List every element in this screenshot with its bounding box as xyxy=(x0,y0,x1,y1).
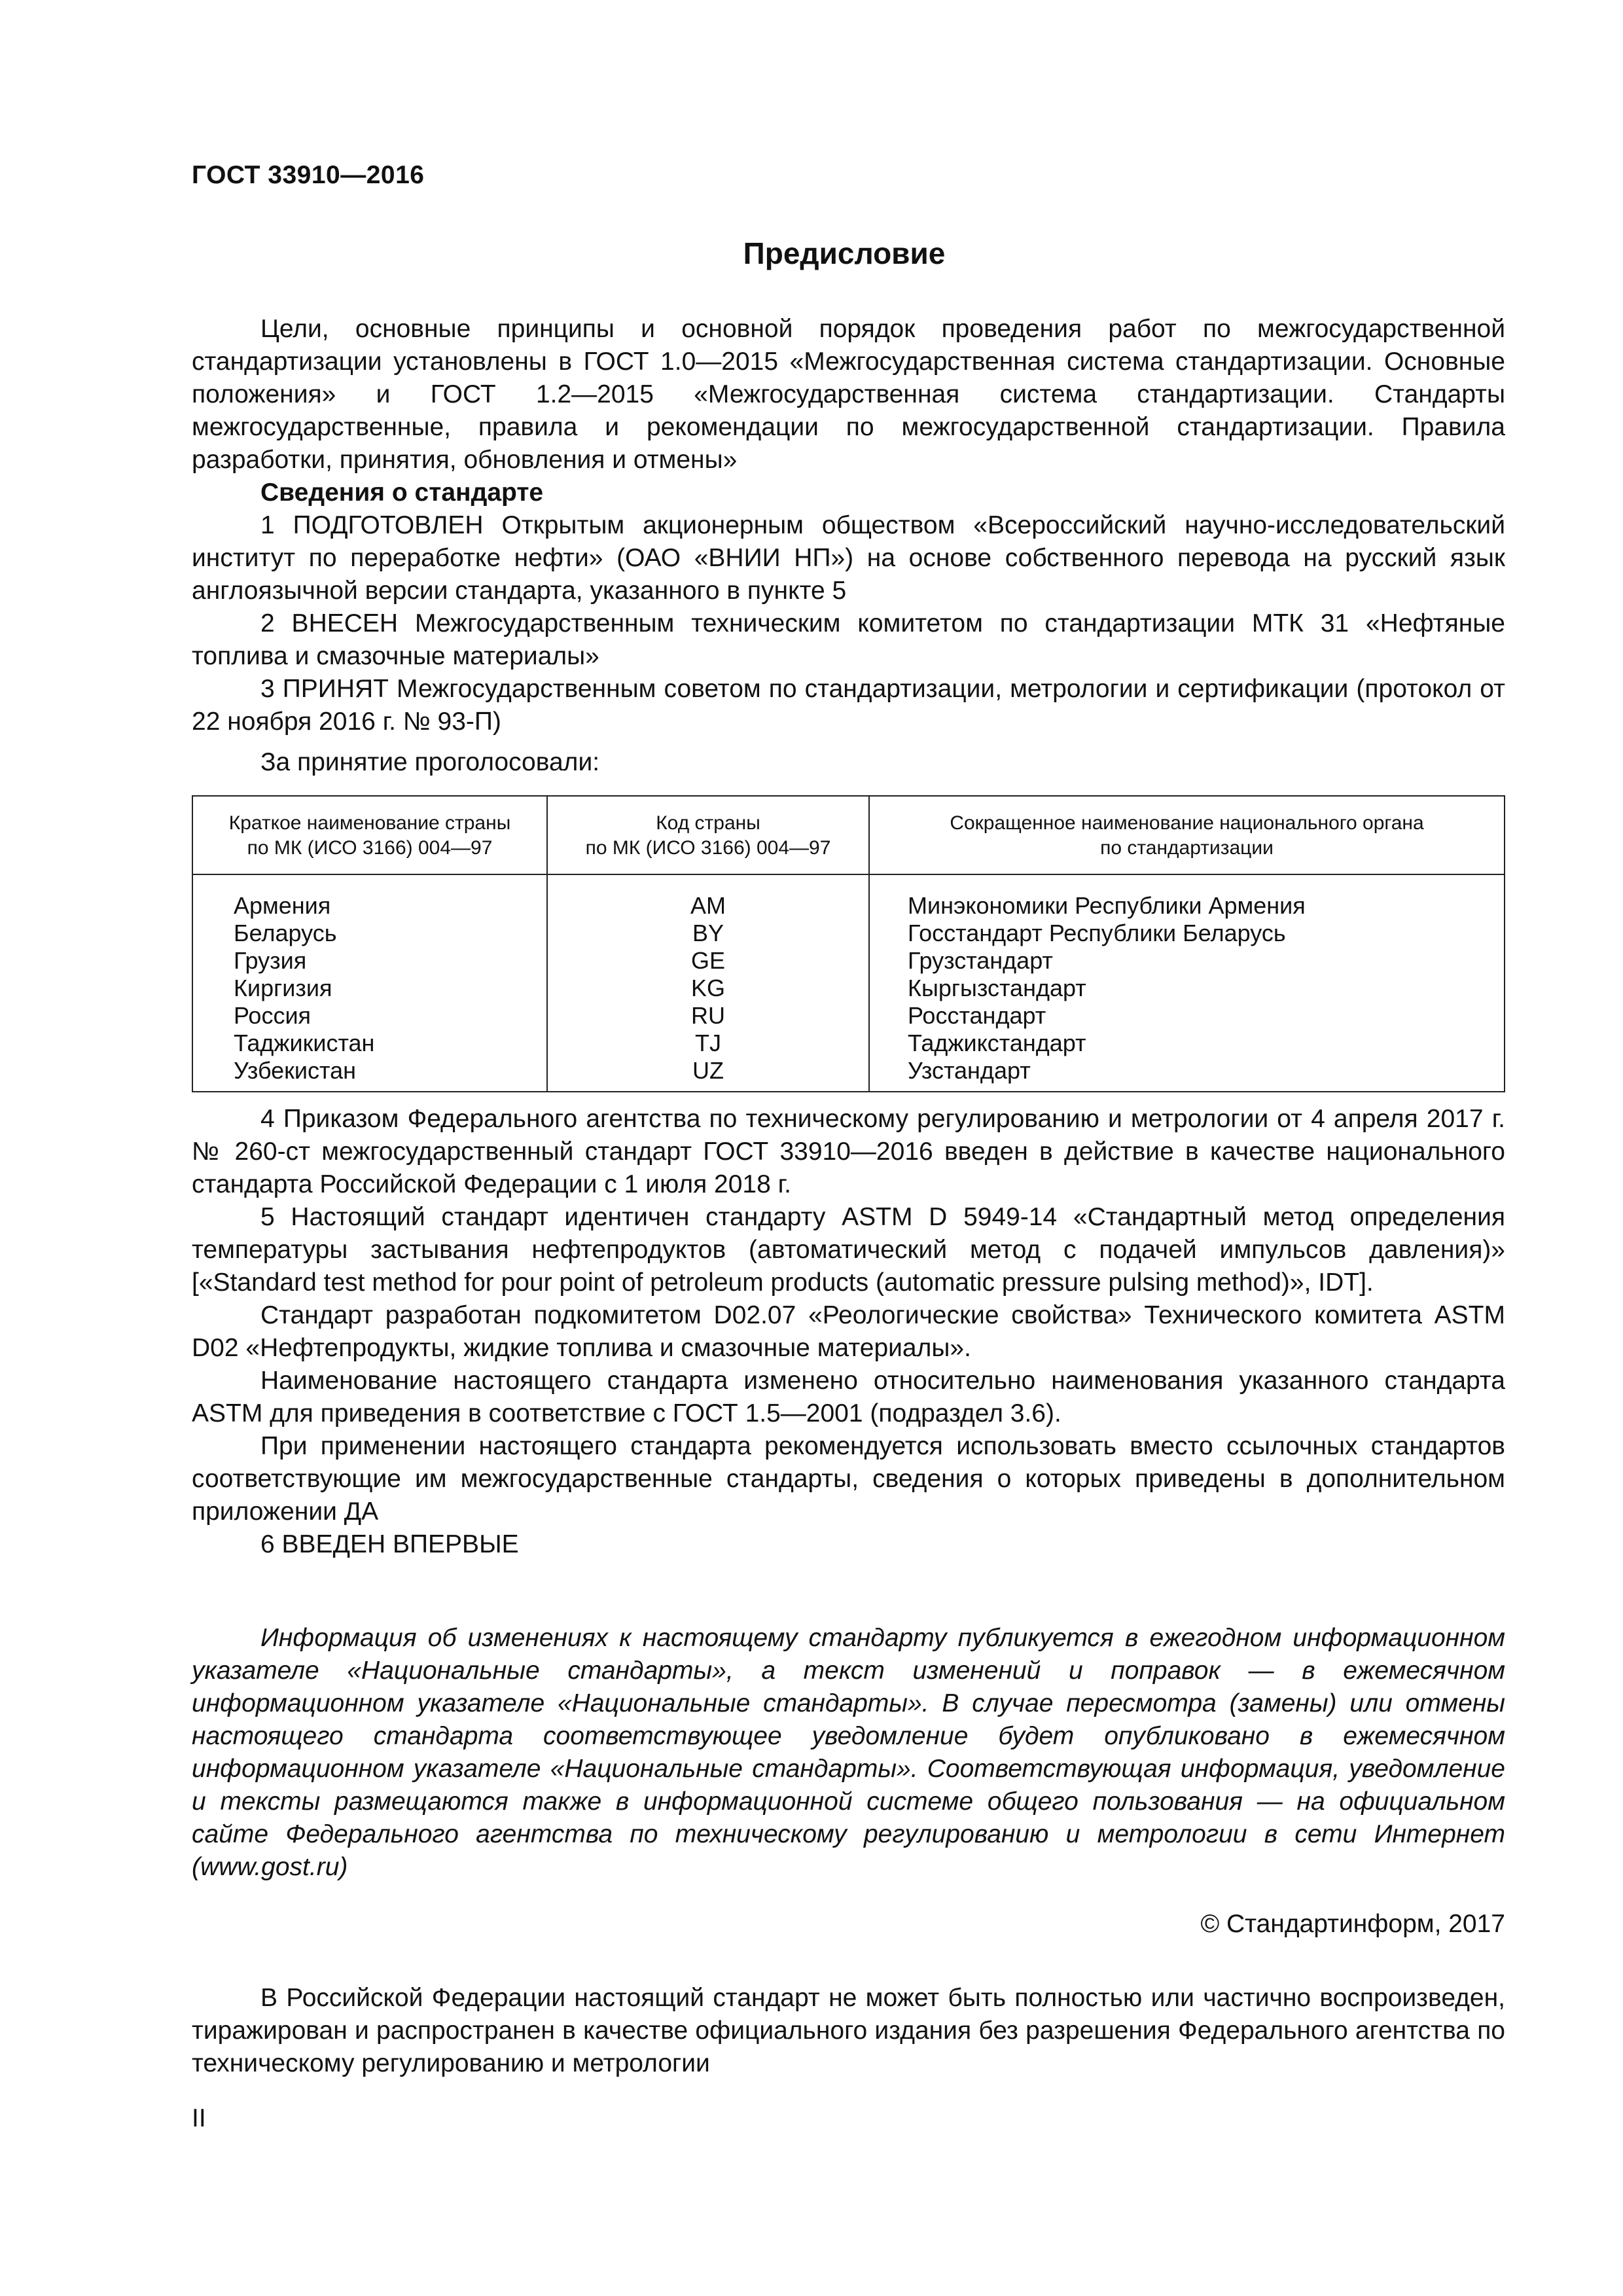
amendments-info xyxy=(192,1622,1505,1884)
table-cell-org: Кыргызстандарт xyxy=(908,975,1086,1001)
intro-paragraph: Цели, основные принципы и основной порядок проведения работ по межгосударственной стандартизации установлены в ГОСТ 1.0—2015 «Межгосударственная система стандартизации. Основные положения» и ГОСТ 1.2—2015 «Межгосударственная система стандартизации. Стандарты межгосударственные, правила и рекомендации по межгосударственной стандартизации. Правила разработки, принятия, обновления и отмены» xyxy=(192,315,1505,474)
item-name-changed: Наименование настоящего стандарта изменено относительно наименования указанного стандарта ASTM для приведения в соответствие с ГОСТ 1.5—2001 (подраздел 3.6). xyxy=(192,1367,1505,1427)
table-cell-code: TJ xyxy=(695,1030,721,1056)
country-name-column xyxy=(192,874,547,1092)
item-adopted: 3 ПРИНЯТ Межгосударственным советом по стандартизации, метрологии и сертификации (протокол от 22 ноября 2016 г. № 93-П) xyxy=(192,675,1505,736)
table-cell-org: Госстандарт Республики Беларусь xyxy=(908,920,1286,946)
national-body-column xyxy=(869,874,1505,1092)
document-id: ГОСТ 33910—2016 xyxy=(192,161,425,189)
page-title: Предисловие xyxy=(743,236,946,270)
table-cell-name: Беларусь xyxy=(234,920,337,946)
voted-label: За принятие проголосовали: xyxy=(260,748,600,776)
item-enacted: 4 Приказом Федерального агентства по техническому регулированию и метрологии от 4 апреля 2017 г. № 260-ст межгосударственный стандарт ГОСТ 33910—2016 введен в действие в качестве национального стандарта Российской Федерации с 1 июля 2018 г. xyxy=(192,1105,1505,1198)
item-submitted: 2 ВНЕСЕН Межгосударственным техническим комитетом по стандартизации МТК 31 «Нефтяные топлива и смазочные материалы» xyxy=(192,609,1505,670)
table-header-row xyxy=(192,796,1505,874)
section-subheading: Сведения о стандарте xyxy=(260,478,544,507)
items-block xyxy=(192,1103,1505,1561)
table-cell-name: Киргизия xyxy=(234,975,332,1001)
header-national-body xyxy=(869,796,1505,874)
table-cell-org: Таджикстандарт xyxy=(908,1030,1086,1056)
table-cell-name: Таджикистан xyxy=(234,1030,375,1056)
legal-notice xyxy=(192,1982,1505,2080)
table-cell-code: AM xyxy=(690,892,726,919)
header-country-code-line1: Код страны xyxy=(656,812,760,834)
item-prepared: 1 ПОДГОТОВЛЕН Открытым акционерным обществом «Всероссийский научно-исследовательский институт по переработке нефти» (ОАО «ВНИИ НП») на основе собственного перевода на русский язык англоязычной версии стандарта, указанного в пункте 5 xyxy=(192,511,1505,605)
page-number: II xyxy=(192,2104,206,2132)
table-cell-name: Грузия xyxy=(234,947,307,974)
table-cell-org: Росстандарт xyxy=(908,1002,1046,1029)
item-first-introduced: 6 ВВЕДЕН ВПЕРВЫЕ xyxy=(260,1530,519,1558)
table-cell-name: Узбекистан xyxy=(234,1057,357,1084)
table-cell-org: Минэкономики Республики Армения xyxy=(908,892,1306,919)
header-country-code xyxy=(547,796,869,874)
table-cell-code: RU xyxy=(691,1002,725,1029)
table-cell-code: GE xyxy=(690,947,725,974)
header-national-body-line2: по стандартизации xyxy=(1100,837,1274,859)
votes-table xyxy=(192,795,1505,1092)
header-country-code-line2: по МК (ИСО 3166) 004—97 xyxy=(585,837,831,859)
copyright: © Стандартинформ, 2017 xyxy=(1200,1910,1505,1938)
table-body-row xyxy=(192,874,1505,1092)
table-cell-name: Армения xyxy=(234,892,331,919)
table-cell-name: Россия xyxy=(234,1002,312,1029)
header-country-name-line2: по МК (ИСО 3166) 004—97 xyxy=(247,837,493,859)
intro-block xyxy=(192,313,1505,779)
table-cell-org: Грузстандарт xyxy=(908,947,1053,974)
header-country-name-line1: Краткое наименование страны xyxy=(228,812,511,834)
header-country-name xyxy=(192,796,547,874)
item-references: При применении настоящего стандарта рекомендуется использовать вместо ссылочных стандартов соответствующие им межгосударственные стандарты, сведения о которых приведены в дополнительном приложении ДА xyxy=(192,1432,1505,1526)
header-national-body-line1: Сокращенное наименование национального органа xyxy=(950,812,1424,834)
legal-notice-text: В Российской Федерации настоящий стандарт не может быть полностью или частично воспроизведен, тиражирован и распространен в качестве официального издания без разрешения Федерального агентства по техническому регулированию и метрологии xyxy=(192,1984,1505,2077)
item-identical: 5 Настоящий стандарт идентичен стандарту ASTM D 5949-14 «Стандартный метод определения температуры застывания нефтепродуктов (автоматический метод с подачей импульсов давления)» [«Standard test method for pour point of petroleum products (automatic pressure pulsing method)», IDT]. xyxy=(192,1203,1505,1297)
table-cell-code: KG xyxy=(690,975,725,1001)
table-cell-code: UZ xyxy=(692,1057,724,1084)
table-cell-code: BY xyxy=(692,920,724,946)
table-cell-org: Узстандарт xyxy=(908,1057,1031,1084)
country-code-column xyxy=(547,874,869,1092)
item-developed-by: Стандарт разработан подкомитетом D02.07 «Реологические свойства» Технического комитета ASTM D02 «Нефтепродукты, жидкие топлива и смазочные материалы». xyxy=(192,1301,1505,1362)
amendments-info-text: Информация об изменениях к настоящему стандарту публикуется в ежегодном информационном указателе «Национальные стандарты», а текст изменений и поправок — в ежемесячном информационном указателе «Национальные стандарты». В случае пересмотра (замены) или отмены настоящего стандарта соответствующее уведомление будет опубликовано в ежемесячном информационном указателе «Национальные стандарты». Соответствующая информация, уведомление и тексты размещаются также в информационной системе общего пользования — на официальном сайте Федерального агентства по техническому регулированию и метрологии в сети Интернет (www.gost.ru) xyxy=(192,1624,1505,1881)
